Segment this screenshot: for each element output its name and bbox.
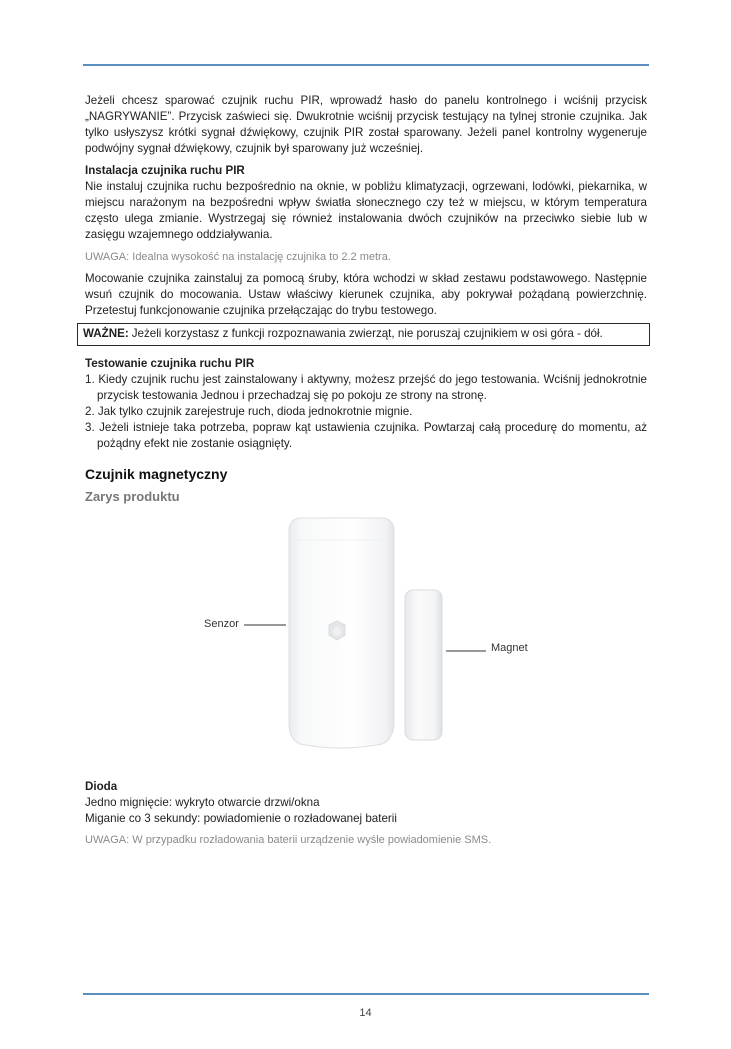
footer-rule [83,993,649,995]
diode-line-2: Miganie co 3 sekundy: powiadomienie o rozładowanej baterii [85,812,397,825]
intro-paragraph: Jeżeli chcesz sparować czujnik ruchu PIR, wprowadź hasło do panelu kontrolnego i wciśnij przycisk „NAGRYWANIE”. Przycisk zaświeci się. Dwukrotnie wciśnij przycisk testujący na tylnej stronie czujnika. Jak tylko usłyszysz krótki sygnał dźwiękowy, czujnik PIR został sparowany. Jeżeli panel kontrolny wygeneruje podwójny sygnał dźwiękowy, czujnik był sparowany już wcześniej. [85,94,647,155]
diode-note: UWAGA: W przypadku rozładowania baterii urządzenie wyśle powiadomienie SMS. [85,834,492,846]
sensor-label: Senzor [204,618,239,630]
main-content [85,93,647,507]
install-paragraph: Nie instaluj czujnika ruchu bezpośrednio na oknie, w pobliżu klimatyzacji, ogrzewani, lodówki, piekarnika, w miejscu narażonym na bezpośredni wpływ światła słonecznego czy też w miejscu, w którym temperatura często ulega zmianie. Wystrzegaj się również instalowania dwóch czujników na przeciwko siebie lub w zasięgu wzajemnego oddziaływania. [85,180,647,241]
testing-steps [85,372,647,452]
diode-section [85,779,647,848]
warning-box [77,323,650,346]
install-heading: Instalacja czujnika ruchu PIR [85,164,245,177]
list-item: 1. Kiedy czujnik ruchu jest zainstalowany i aktywny, możesz przejść do jego testowania. Wciśnij jednokrotnie przycisk testowania Jednou i przechadzaj się po pokoju ze strony na stronę. [85,373,647,402]
magnet-body [405,590,442,740]
magnet-label: Magnet [491,642,528,654]
brand-logo-icon [329,621,345,640]
diode-line-1: Jedno mignięcie: wykryto otwarcie drzwi/okna [85,796,320,809]
install-note: UWAGA: Idealna wysokość na instalację czujnika to 2.2 metra. [85,251,391,263]
list-item: 2. Jak tylko czujnik zarejestruje ruch, dioda jednokrotnie mignie. [85,405,413,418]
warning-label: WAŻNE: [83,327,129,340]
mounting-paragraph: Mocowanie czujnika zainstaluj za pomocą śruby, która wchodzi w skład zestawu podstawowego. Następnie wsuń czujnik do mocowania. Ustaw właściwy kierunek czujnika, aby pokrywał pożądaną powierzchnię. Przetestuj funkcjonowanie czujnika przełączając do trybu testowego. [85,272,647,317]
header-rule [83,64,649,66]
section-subtitle: Zarys produktu [85,489,180,504]
page-number: 14 [359,1007,372,1019]
diode-heading: Dioda [85,780,118,793]
sensor-body [289,518,394,748]
list-item: 3. Jeżeli istnieje taka potrzeba, popraw kąt ustawienia czujnika. Powtarzaj całą procedurę do momentu, aż pożądny efekt nie zostanie osiągnięty. [85,421,647,450]
testing-heading: Testowanie czujnika ruchu PIR [85,357,255,370]
section-title: Czujnik magnetyczny [85,466,228,482]
warning-text: Jeżeli korzystasz z funkcji rozpoznawania zwierząt, nie poruszaj czujnikiem w osi góra - dół. [131,327,603,340]
